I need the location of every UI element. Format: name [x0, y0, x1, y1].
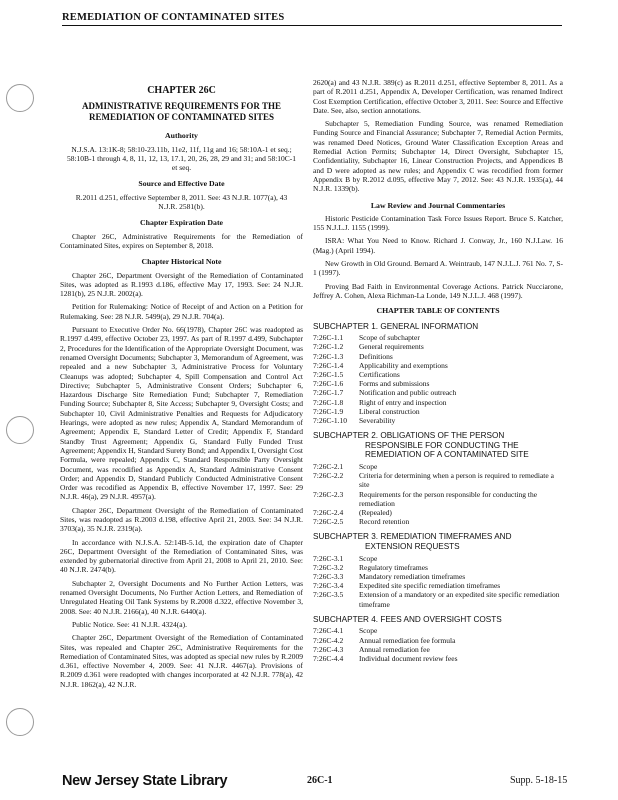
section-number: 7:26C-2.4 — [313, 507, 344, 517]
section-number: 7:26C-1.1 — [313, 333, 344, 343]
toc-row — [313, 361, 563, 370]
history-paragraph: Chapter 26C, Department Oversight of the Remediation of Contaminated Sites, was readopted as R.2003 d.198, effective April 21, 2003. See: 34 N.J.R. 3703(a), 35 N.J.R. 2319(a). — [60, 505, 303, 534]
toc-row — [313, 407, 563, 416]
section-title: Liberal construction — [359, 406, 420, 416]
toc-row — [313, 563, 563, 572]
section-number: 7:26C-2.2 — [313, 471, 344, 481]
law-review-item: Proving Bad Faith in Environmental Coverage Actions. Patrick Nucciarone, Jeffrey A. Cohen, Alexa Richman-La Londe, 149 N.J.L.J. 468 (1997). — [313, 281, 563, 300]
subchapter-heading — [313, 322, 563, 332]
section-number: 7:26C-1.10 — [313, 415, 347, 425]
toc-row — [313, 554, 563, 563]
section-number: 7:26C-1.7 — [313, 388, 344, 398]
section-number: 7:26C-2.1 — [313, 461, 344, 471]
history-paragraph: Pursuant to Executive Order No. 66(1978), Chapter 26C was readopted as R.1997 d.499, effective October 23, 1997. As part of R.1997 d.499, Subchapter 2, Procedures for the Identification of the Appropriate Oversight Document, was renamed Oversight Documents; Subchapter 3, Memorandum of Agreement, was repealed and a new Subchapter 3, Administrative Process for Voluntary Cleanups was adopted; Subchapter 4, Spill Compensation and Control Act Directive; Subchapter 5, Administrative Consent Orders; Subchapter 6, Hazardous Discharge Site Remediation Fund; Subchapter 7, Remediation Funding Source; Subchapter 8, Site Access; Subchapter 9, Oversight Costs; and Subchapter 10, Civil Administrative Penalties and Requests for Adjudicatory Hearings, were adopted as new rules; Appendix A, Standard Memorandum of Agreement; Appendix E, Standard Letter of Credit; Appendix F, Standard Standby Trust Agreement; Appendix G, Standard Fully Funded Trust Agreement; Appendix H, Standard Surety Bond; and Appendix I, Oversight Cost Formula, were repealed; Appendix C, Standard Responsible Party Oversight Document, was recodified as Appendix A, Standard Administrative Consent Order; and Appendix D, Standard Publicly Conducted Administrative Consent Order was recodified as Appendix B, effective November 17, 1997. See: 29 N.J.R. 46(a), 29 N.J.R. 4957(a). — [60, 325, 303, 502]
running-head: REMEDIATION OF CONTAMINATED SITES — [62, 12, 562, 26]
subchapter-title: RESPONSIBLE FOR CONDUCTING THE — [365, 440, 519, 450]
toc-heading: CHAPTER TABLE OF CONTENTS — [376, 306, 500, 316]
toc-row — [313, 508, 563, 517]
section-title: Severability — [359, 415, 396, 425]
subchapter-label: SUBCHAPTER 2. — [313, 431, 379, 441]
section-number: 7:26C-2.3 — [313, 489, 344, 499]
law-review-item: ISRA: What You Need to Know. Richard J. Conway, Jr., 160 N.J.Law. 16 (Mag.) (April 1994). — [313, 236, 563, 255]
toc-row — [313, 388, 563, 397]
section-title: Record retention — [359, 517, 410, 527]
section-number: 7:26C-4.3 — [313, 644, 344, 654]
history-paragraph: Chapter 26C, Department Oversight of the Remediation of Contaminated Sites, was adopted as R.1993 d.186, effective May 17, 1993. See: 24 N.J.R. 1281(b), 25 N.J.R. 2002(a). — [60, 270, 303, 299]
supplement-date: Supp. 5-18-15 — [510, 775, 568, 786]
section-title: Mandatory remediation timeframes — [359, 571, 466, 581]
subchapter-title: FEES AND OVERSIGHT COSTS — [380, 614, 502, 624]
subchapter-heading — [313, 431, 563, 460]
section-title: Criteria for determining when a person is required to remediate a site — [359, 471, 554, 490]
toc-row — [313, 379, 563, 388]
subchapter-label: SUBCHAPTER 3. — [313, 532, 379, 542]
subchapter-heading — [313, 615, 563, 625]
section-title: Individual document review fees — [359, 653, 458, 663]
authority-heading: Authority — [165, 131, 198, 141]
binder-hole-bottom — [6, 708, 34, 736]
section-number: 7:26C-3.1 — [313, 553, 344, 563]
toc-row — [313, 490, 563, 508]
binder-hole-middle — [6, 416, 34, 444]
history-paragraph: Public Notice. See: 41 N.J.R. 4324(a). — [72, 619, 187, 629]
subchapter-title: GENERAL INFORMATION — [380, 321, 479, 331]
chapter-subtitle: ADMINISTRATIVE REQUIREMENTS FOR THE REMEDIATION OF CONTAMINATED SITES — [82, 101, 281, 123]
left-column — [60, 78, 303, 693]
section-title: Requirements for the person responsible for conducting the remediation — [359, 489, 538, 508]
section-title: Annual remediation fee formula — [359, 635, 456, 645]
section-number: 7:26C-3.3 — [313, 571, 344, 581]
section-number: 7:26C-1.3 — [313, 351, 344, 361]
toc-row — [313, 462, 563, 471]
library-label: New Jersey State Library — [62, 773, 228, 789]
section-title: General requirements — [359, 342, 424, 352]
toc-row — [313, 416, 563, 425]
toc-row — [313, 645, 563, 654]
source-text: R.2011 d.251, effective September 8, 2011. See: 43 N.J.R. 1077(a), 43 N.J.R. 2581(b). — [75, 192, 288, 212]
section-title: Scope — [359, 626, 378, 636]
section-title: Extension of a mandatory or an expedited site specific remediation timeframe — [359, 590, 560, 609]
toc-row — [313, 590, 563, 608]
toc-row — [313, 398, 563, 407]
section-title: Scope — [359, 461, 378, 471]
section-title: Expedited site specific remediation timeframes — [359, 581, 501, 591]
toc-row — [313, 654, 563, 663]
section-number: 7:26C-2.5 — [313, 517, 344, 527]
section-title: Applicability and exemptions — [359, 360, 448, 370]
toc-row — [313, 370, 563, 379]
toc-row — [313, 581, 563, 590]
toc-row — [313, 517, 563, 526]
section-title: Certifications — [359, 369, 400, 379]
toc-row — [313, 352, 563, 361]
toc-row — [313, 471, 563, 489]
subchapter-title: EXTENSION REQUESTS — [365, 541, 460, 551]
subchapter-title: REMEDIATION OF A CONTAMINATED SITE — [365, 450, 529, 460]
subchapter-label: SUBCHAPTER 1. — [313, 321, 379, 331]
section-number: 7:26C-1.2 — [313, 342, 344, 352]
section-number: 7:26C-4.4 — [313, 653, 344, 663]
toc-row — [313, 572, 563, 581]
section-number: 7:26C-3.4 — [313, 581, 344, 591]
section-title: Right of entry and inspection — [359, 397, 447, 407]
section-title: Annual remediation fee — [359, 644, 430, 654]
history-paragraph: 2620(a) and 43 N.J.R. 389(c) as R.2011 d.251, effective September 8, 2011. As a part of R.2011 d.251, Appendix A, Developer Certification, was renamed Indirect Cost Exemption Certification, effective October 3, 2011. See: Source and Effective Date. See, also, section annotations. — [313, 78, 563, 115]
history-paragraph: In accordance with N.J.S.A. 52:14B-5.1d, the expiration date of Chapter 26C, Department Oversight of the Remediation of Contaminated Sites, was extended by gubernatorial directive from April 21, 2008 to April 21, 2010. See: 40 N.J.R. 2474(b). — [60, 537, 303, 575]
history-paragraph: Subchapter 2, Oversight Documents and No Further Action Letters, was renamed Oversight Documents, No Further Action Letters, and Remediation of Unregulated Heating Oil Tank Systems by R.2008 d.322, effective November 3, 2008. See: 40 N.J.R. 2166(a), 40 N.J.R. 6440(a). — [60, 578, 303, 616]
law-review-heading: Law Review and Journal Commentaries — [370, 200, 506, 210]
section-title: (Repealed) — [359, 507, 392, 517]
section-title: Forms and submissions — [359, 379, 430, 389]
law-review-item: Historic Pesticide Contamination Task Force Issues Report. Bruce S. Katcher, 155 N.J.L.J. 1155 (1999). — [313, 213, 563, 233]
section-number: 7:26C-3.5 — [313, 590, 344, 600]
section-number: 7:26C-4.2 — [313, 635, 344, 645]
section-title: Scope of subchapter — [359, 333, 420, 343]
section-number: 7:26C-1.8 — [313, 397, 344, 407]
toc-row — [313, 342, 563, 351]
subchapter-title: OBLIGATIONS OF THE PERSON — [380, 431, 505, 441]
expiration-heading: Chapter Expiration Date — [139, 218, 224, 228]
section-number: 7:26C-1.6 — [313, 379, 344, 389]
section-title: Definitions — [359, 351, 393, 361]
expiration-text: Chapter 26C, Administrative Requirements for the Remediation of Contaminated Sites, expires on September 8, 2018. — [60, 231, 303, 250]
section-number: 7:26C-4.1 — [313, 626, 344, 636]
history-paragraph: Petition for Rulemaking: Notice of Receipt of and Action on a Petition for Rulemaking. See: 28 N.J.R. 5499(a), 29 N.J.R. 704(a). — [60, 302, 303, 321]
toc-row — [313, 636, 563, 645]
history-heading: Chapter Historical Note — [141, 257, 222, 267]
section-number: 7:26C-1.5 — [313, 369, 344, 379]
subchapter-heading — [313, 532, 563, 551]
chapter-title: CHAPTER 26C — [147, 85, 216, 96]
subchapter-label: SUBCHAPTER 4. — [313, 614, 379, 624]
section-title: Notification and public outreach — [359, 388, 457, 398]
section-number: 7:26C-1.4 — [313, 360, 344, 370]
toc-row — [313, 626, 563, 635]
section-title: Regulatory timeframes — [359, 562, 428, 572]
binder-hole-top — [6, 84, 34, 112]
law-review-item: New Growth in Old Ground. Bernard A. Weintraub, 147 N.J.L.J. 761 No. 7, S-1 (1997). — [313, 259, 563, 278]
history-paragraph: Chapter 26C, Department Oversight of the Remediation of Contaminated Sites, was repealed and Chapter 26C, Administrative Requirements for the Remediation of Contaminated Sites, was adopted as special new rules by R.2009 d.361, effective November 4, 2009. See: 41 N.J.R. 4467(a). Provisions of R.2009 d.361 were readopted with changes incorporated at 42 N.J.R. 778(a), 42 N.J.R. 1862(a), 42 N.J.R. — [60, 633, 303, 689]
source-heading: Source and Effective Date — [138, 179, 225, 189]
right-column — [313, 78, 563, 663]
page-number: 26C-1 — [307, 775, 333, 786]
subchapter-title: REMEDIATION TIMEFRAMES AND — [380, 532, 512, 542]
table-of-contents — [313, 322, 563, 664]
history-paragraph: Subchapter 5, Remediation Funding Source, was renamed Remediation Funding Source and Financial Assurance; Subchapter 7, Remedial Action Permits, was renamed Deed Notices, Ground Water Classification Exception Areas and Remedial Action Permits; Subchapter 14, Direct Oversight, Subchapter 15, Confidentiality, Subchapter 16, Linear Construction Projects, and Appendices B and D were adopted as new rules; and Appendix C was recodified from former Appendix B by R.2012 d.095, effective May 7, 2012. See: 43 N.J.R. 1935(a), 44 N.J.R. 1339(b). — [313, 119, 563, 194]
toc-row — [313, 333, 563, 342]
section-number: 7:26C-1.9 — [313, 406, 344, 416]
section-title: Scope — [359, 553, 378, 563]
authority-text: N.J.S.A. 13:1K-8; 58:10-23.11b, 11e2, 11f, 11g and 16; 58:10A-1 et seq.; 58:10B-1 through 4, 8, 11, 12, 13, 17.1, 20, 26, 28, 29 and 31; and 58:10C-1 et seq. — [66, 144, 297, 173]
section-number: 7:26C-3.2 — [313, 562, 344, 572]
